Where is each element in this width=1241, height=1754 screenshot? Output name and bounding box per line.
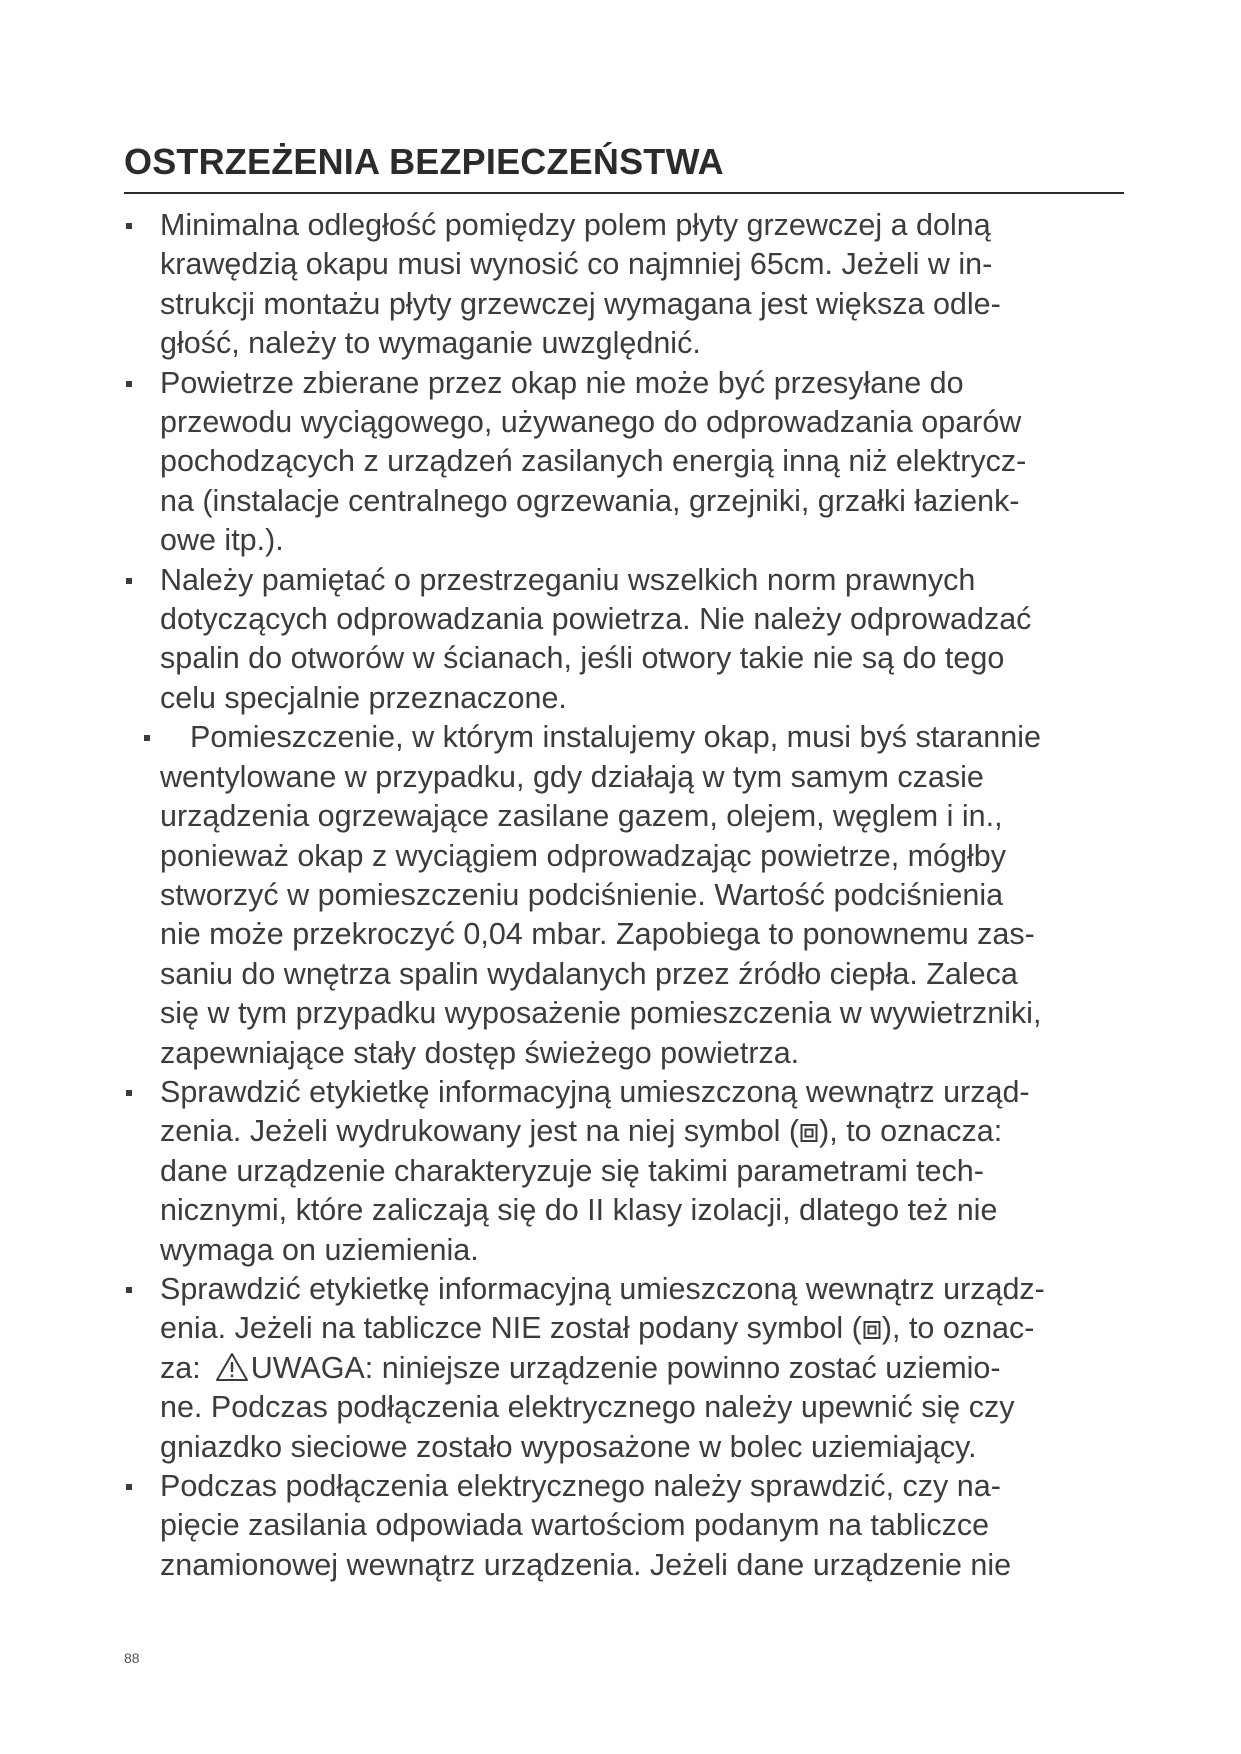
- list-item: [124, 1467, 1124, 1585]
- text-line: spalin do otworów w ścianach, jeśli otwory takie nie są do tego: [160, 641, 1005, 676]
- text-line: dotyczących odprowadzania powietrza. Nie należy odprowadzać: [160, 602, 1032, 637]
- bullet-icon: [126, 1484, 132, 1490]
- text-line: pięcie zasilania odpowiada wartościom podanym na tabliczce: [160, 1508, 990, 1543]
- text-line: dane urządzenie charakteryzuje się takimi parametrami tech-: [160, 1153, 984, 1188]
- safety-warnings-list: [124, 206, 1124, 1585]
- list-item: [124, 1270, 1124, 1467]
- text-line: Powietrze zbierane przez okap nie może być przesyłane do: [160, 365, 964, 400]
- list-item: [124, 206, 1124, 364]
- list-item: [124, 718, 1124, 1073]
- text-segment: UWAGA: niniejsze urządzenie powinno zostać uziemio-: [250, 1350, 1001, 1385]
- text-line: owe itp.).: [160, 523, 284, 558]
- text-line: saniu do wnętrza spalin wydalanych przez źródło ciepła. Zaleca: [160, 956, 1018, 991]
- text-line: Sprawdzić etykietkę informacyjną umieszczoną wewnątrz urząd-: [160, 1074, 1030, 1109]
- text-line: urządzenia ogrzewające zasilane gazem, olejem, węglem i in.,: [160, 799, 1003, 834]
- text-line: Pomieszczenie, w którym instalujemy okap, musi byś starannie: [190, 720, 1041, 755]
- list-item: [124, 364, 1124, 561]
- list-item: [124, 1073, 1124, 1270]
- text-line: Należy pamiętać o przestrzeganiu wszelkich norm prawnych: [160, 562, 976, 597]
- warning-triangle-icon: [215, 1352, 249, 1382]
- text-segment: ), to oznac-: [881, 1311, 1035, 1346]
- bullet-icon: [126, 223, 132, 229]
- bullet-icon: [144, 735, 150, 741]
- text-line: znamionowej wewnątrz urządzenia. Jeżeli dane urządzenie nie: [160, 1547, 1012, 1582]
- text-line: Sprawdzić etykietkę informacyjną umieszczoną wewnątrz urządz-: [160, 1271, 1045, 1306]
- text-line: stworzyć w pomieszczeniu podciśnienie. Wartość podciśnienia: [160, 877, 1004, 912]
- text-segment: enia. Jeżeli na tabliczce NIE został podany symbol (: [160, 1311, 862, 1346]
- text-line: celu specjalnie przeznaczone.: [160, 680, 567, 715]
- text-line: gniazdko sieciowe zostało wyposażone w bolec uziemiający.: [160, 1429, 977, 1464]
- text-line: [160, 1349, 1124, 1388]
- text-line: wymaga on uziemienia.: [160, 1232, 479, 1267]
- double-square-insulation-icon: [800, 1122, 818, 1144]
- text-segment: zenia. Jeżeli wydrukowany jest na niej symbol (: [160, 1114, 800, 1149]
- page-number: 88: [124, 1650, 140, 1666]
- text-line: głość, należy to wymaganie uwzględnić.: [160, 326, 701, 361]
- text-line: na (instalacje centralnego ogrzewania, grzejniki, grzałki łazienk-: [160, 483, 1020, 518]
- bullet-icon: [126, 1090, 132, 1096]
- text-line: nie może przekroczyć 0,04 mbar. Zapobiega to ponownemu zas-: [160, 917, 1035, 952]
- text-line: krawędzią okapu musi wynosić co najmniej 65cm. Jeżeli w in-: [160, 247, 993, 282]
- page-title: OSTRZEŻENIA BEZPIECZEŃSTWA: [124, 141, 724, 182]
- list-item: [124, 561, 1124, 719]
- text-line: strukcji montażu płyty grzewczej wymagana jest większa odle-: [160, 286, 1001, 321]
- bullet-icon: [126, 578, 132, 584]
- text-line: Minimalna odległość pomiędzy polem płyty grzewczej a dolną: [160, 208, 991, 242]
- double-square-insulation-icon: [863, 1319, 881, 1341]
- text-line: ponieważ okap z wyciągiem odprowadzając powietrze, mógłby: [160, 838, 1006, 873]
- text-line: przewodu wyciągowego, używanego do odprowadzania oparów: [160, 405, 1022, 440]
- text-segment: za:: [160, 1350, 201, 1385]
- title-underline: [124, 192, 1124, 194]
- text-segment: ), to oznacza:: [819, 1114, 1003, 1149]
- text-line: pochodzących z urządzeń zasilanych energią inną niż elektrycz-: [160, 444, 1027, 479]
- bullet-icon: [126, 1287, 132, 1293]
- text-line: nicznymi, które zaliczają się do II klasy izolacji, dlatego też nie: [160, 1193, 998, 1228]
- text-line: wentylowane w przypadku, gdy działają w tym samym czasie: [160, 759, 984, 794]
- bullet-icon: [126, 381, 132, 387]
- text-line: [160, 1309, 1124, 1348]
- text-line: zapewniające stały dostęp świeżego powietrza.: [160, 1035, 800, 1070]
- text-line: [160, 1112, 1124, 1151]
- text-line: ne. Podczas podłączenia elektrycznego należy upewnić się czy: [160, 1390, 1015, 1425]
- text-line: się w tym przypadku wyposażenie pomieszczenia w wywietrzniki,: [160, 996, 1042, 1031]
- text-line: Podczas podłączenia elektrycznego należy sprawdzić, czy na-: [160, 1469, 1001, 1503]
